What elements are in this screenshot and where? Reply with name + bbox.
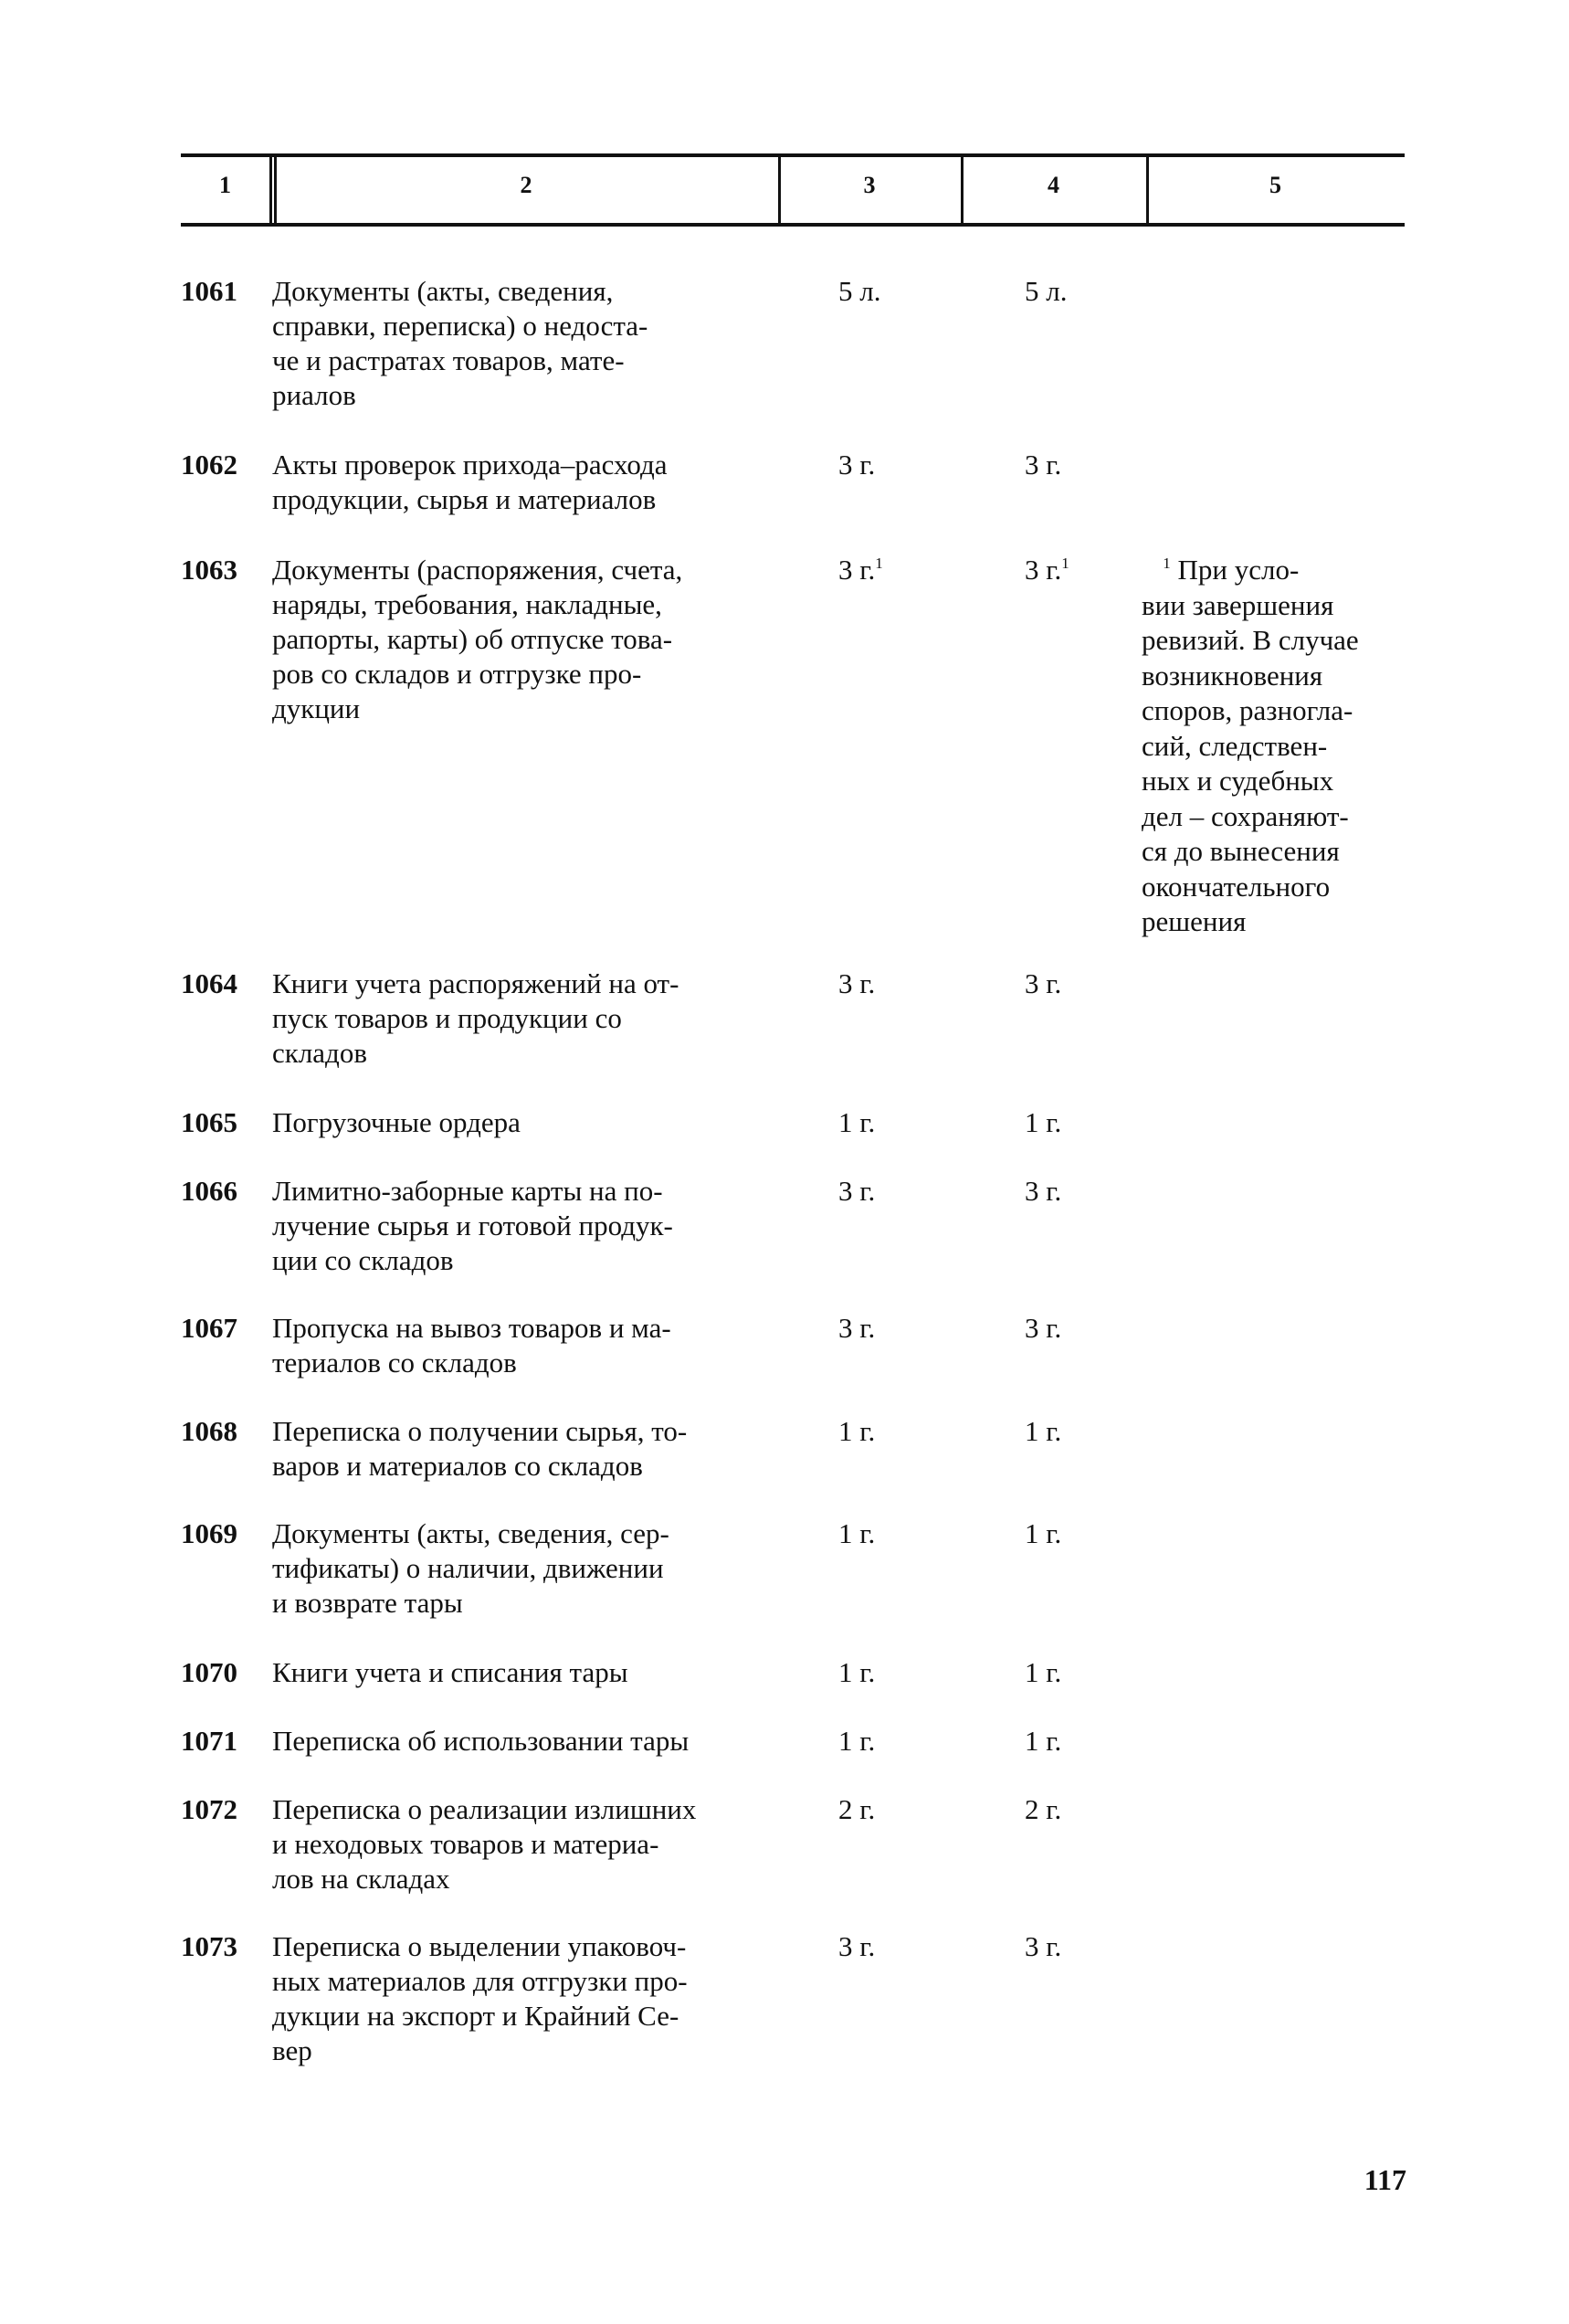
article-number: 1064	[181, 967, 237, 999]
article-description	[272, 274, 784, 413]
article-description	[272, 1311, 784, 1380]
article-description	[272, 1174, 784, 1278]
article-description	[272, 1655, 784, 1690]
description-line: Акты проверок прихода–расхода	[272, 449, 668, 481]
footnote-mark: 1	[1061, 555, 1069, 572]
retention-period-col4: 3 г.	[1025, 967, 1062, 999]
header-col-4: 4	[1048, 172, 1059, 198]
header-col-1: 1	[219, 172, 231, 198]
description-line: ции со складов	[272, 1244, 454, 1276]
article-number: 1071	[181, 1725, 237, 1757]
retention-period-col3: 3 г.	[838, 1930, 876, 1962]
description-line: Книги учета и списания тары	[272, 1656, 628, 1688]
retention-period-col4: 3 г.	[1025, 449, 1062, 481]
description-line: териалов со складов	[272, 1347, 517, 1379]
description-line: продукции, сырья и материалов	[272, 483, 657, 515]
description-line: Лимитно-заборные карты на по-	[272, 1175, 663, 1207]
description-line: ных материалов для отгрузки про-	[272, 1965, 688, 1997]
description-line: Переписка о выделении упаковоч-	[272, 1930, 687, 1962]
footnote	[1142, 553, 1416, 940]
article-number: 1063	[181, 554, 237, 586]
header-col-3: 3	[863, 172, 876, 198]
footnote-line: ся до вынесения	[1142, 835, 1340, 867]
description-line: Переписка о реализации излишних	[272, 1793, 697, 1825]
article-number: 1067	[181, 1312, 237, 1344]
footnote-line: решения	[1142, 905, 1247, 937]
header-top-rule	[181, 153, 1405, 157]
retention-period-col4: 1 г.	[1025, 1725, 1062, 1757]
retention-period-col3: 3 г.	[838, 1312, 876, 1344]
footnote-line: ревизий. В случае	[1142, 624, 1359, 656]
article-description	[272, 553, 784, 726]
description-line: лучение сырья и готовой продук-	[272, 1210, 673, 1241]
description-line: че и растратах товаров, мате-	[272, 344, 625, 376]
footnote-mark: 1	[1163, 555, 1171, 572]
retention-period-col4: 3 г.	[1025, 1930, 1062, 1962]
footnote-mark: 1	[875, 555, 883, 572]
description-line: Книги учета распоряжений на от-	[272, 967, 679, 999]
retention-period-col4: 1 г.	[1025, 1106, 1062, 1138]
description-line: лов на складах	[272, 1863, 450, 1895]
description-line: Документы (акты, сведения,	[272, 275, 614, 307]
article-description	[272, 1105, 784, 1140]
article-number: 1069	[181, 1517, 237, 1549]
article-number: 1066	[181, 1175, 237, 1207]
description-line: справки, переписка) о недоста-	[272, 310, 648, 342]
description-line: Документы (акты, сведения, сер-	[272, 1517, 669, 1549]
retention-period-col4: 1 г.	[1025, 1517, 1062, 1549]
description-line: Пропуска на вывоз товаров и ма-	[272, 1312, 671, 1344]
description-line: тификаты) о наличии, движении	[272, 1552, 664, 1584]
description-line: варов и материалов со складов	[272, 1450, 643, 1482]
article-number: 1072	[181, 1793, 237, 1825]
retention-period-col3	[838, 553, 948, 587]
retention-period-col3: 1 г.	[838, 1725, 876, 1757]
article-description	[272, 1414, 784, 1484]
retention-period-col4: 1 г.	[1025, 1415, 1062, 1447]
description-line: Погрузочные ордера	[272, 1106, 521, 1138]
description-line: Переписка об использовании тары	[272, 1725, 690, 1757]
article-number: 1068	[181, 1415, 237, 1447]
description-line: пуск товаров и продукции со	[272, 1002, 622, 1034]
retention-period-col3: 3 г.	[838, 449, 876, 481]
article-number: 1061	[181, 275, 237, 307]
retention-period-col3: 3 г.	[838, 1175, 876, 1207]
description-line: Документы (распоряжения, счета,	[272, 554, 683, 586]
article-number: 1062	[181, 449, 237, 481]
header-col-5: 5	[1269, 172, 1281, 198]
article-description	[272, 1792, 784, 1896]
description-line: и возврате тары	[272, 1587, 463, 1619]
description-line: рапорты, карты) об отпуске това-	[272, 623, 673, 655]
footnote-line: споров, разногла-	[1142, 694, 1353, 726]
footnote-line: окончательного	[1142, 870, 1331, 903]
retention-period-col3: 1 г.	[838, 1517, 876, 1549]
article-description	[272, 967, 784, 1071]
footnote-line: сий, следствен-	[1142, 729, 1328, 762]
footnote-line: вии завершения	[1142, 588, 1334, 621]
footnote-line: дел – сохраняют-	[1142, 799, 1349, 832]
footnote-line: ных и судебных	[1142, 765, 1334, 797]
description-line: и неходовых товаров и материа-	[272, 1828, 659, 1860]
description-line: дукции на экспорт и Крайний Се-	[272, 2000, 679, 2032]
article-description	[272, 1929, 784, 2068]
description-line: ров со складов и отгрузке про-	[272, 658, 642, 690]
article-number: 1065	[181, 1106, 237, 1138]
retention-period-col3: 1 г.	[838, 1415, 876, 1447]
article-number: 1070	[181, 1656, 237, 1688]
retention-value: 3 г.	[838, 554, 876, 586]
article-description	[272, 1724, 784, 1759]
description-line: риалов	[272, 379, 356, 411]
retention-period-col4: 2 г.	[1025, 1793, 1062, 1825]
retention-period-col3: 3 г.	[838, 967, 876, 999]
description-line: дукции	[272, 692, 361, 724]
retention-period-col4: 5 л.	[1025, 275, 1068, 307]
retention-period-col4: 3 г.	[1025, 1312, 1062, 1344]
retention-value: 3 г.	[1025, 554, 1062, 586]
header-col-2: 2	[520, 172, 532, 198]
article-number: 1073	[181, 1930, 237, 1962]
retention-period-col3: 2 г.	[838, 1793, 876, 1825]
page-number: 117	[1364, 2163, 1406, 2196]
header-bottom-rule	[181, 223, 1405, 227]
retention-period-col3: 5 л.	[838, 275, 881, 307]
header-divider	[269, 155, 272, 227]
retention-period-col3: 1 г.	[838, 1106, 876, 1138]
retention-period-col4	[1025, 553, 1134, 587]
article-description	[272, 448, 784, 517]
article-description	[272, 1516, 784, 1621]
retention-period-col4: 3 г.	[1025, 1175, 1062, 1207]
retention-period-col3: 1 г.	[838, 1656, 876, 1688]
description-line: наряды, требования, накладные,	[272, 588, 662, 620]
description-line: вер	[272, 2034, 312, 2066]
retention-period-col4: 1 г.	[1025, 1656, 1062, 1688]
description-line: Переписка о получении сырья, то-	[272, 1415, 688, 1447]
description-line: складов	[272, 1037, 367, 1069]
footnote-line: $^1$ При усло-	[1163, 554, 1300, 586]
footnote-line: возникновения	[1142, 659, 1323, 692]
